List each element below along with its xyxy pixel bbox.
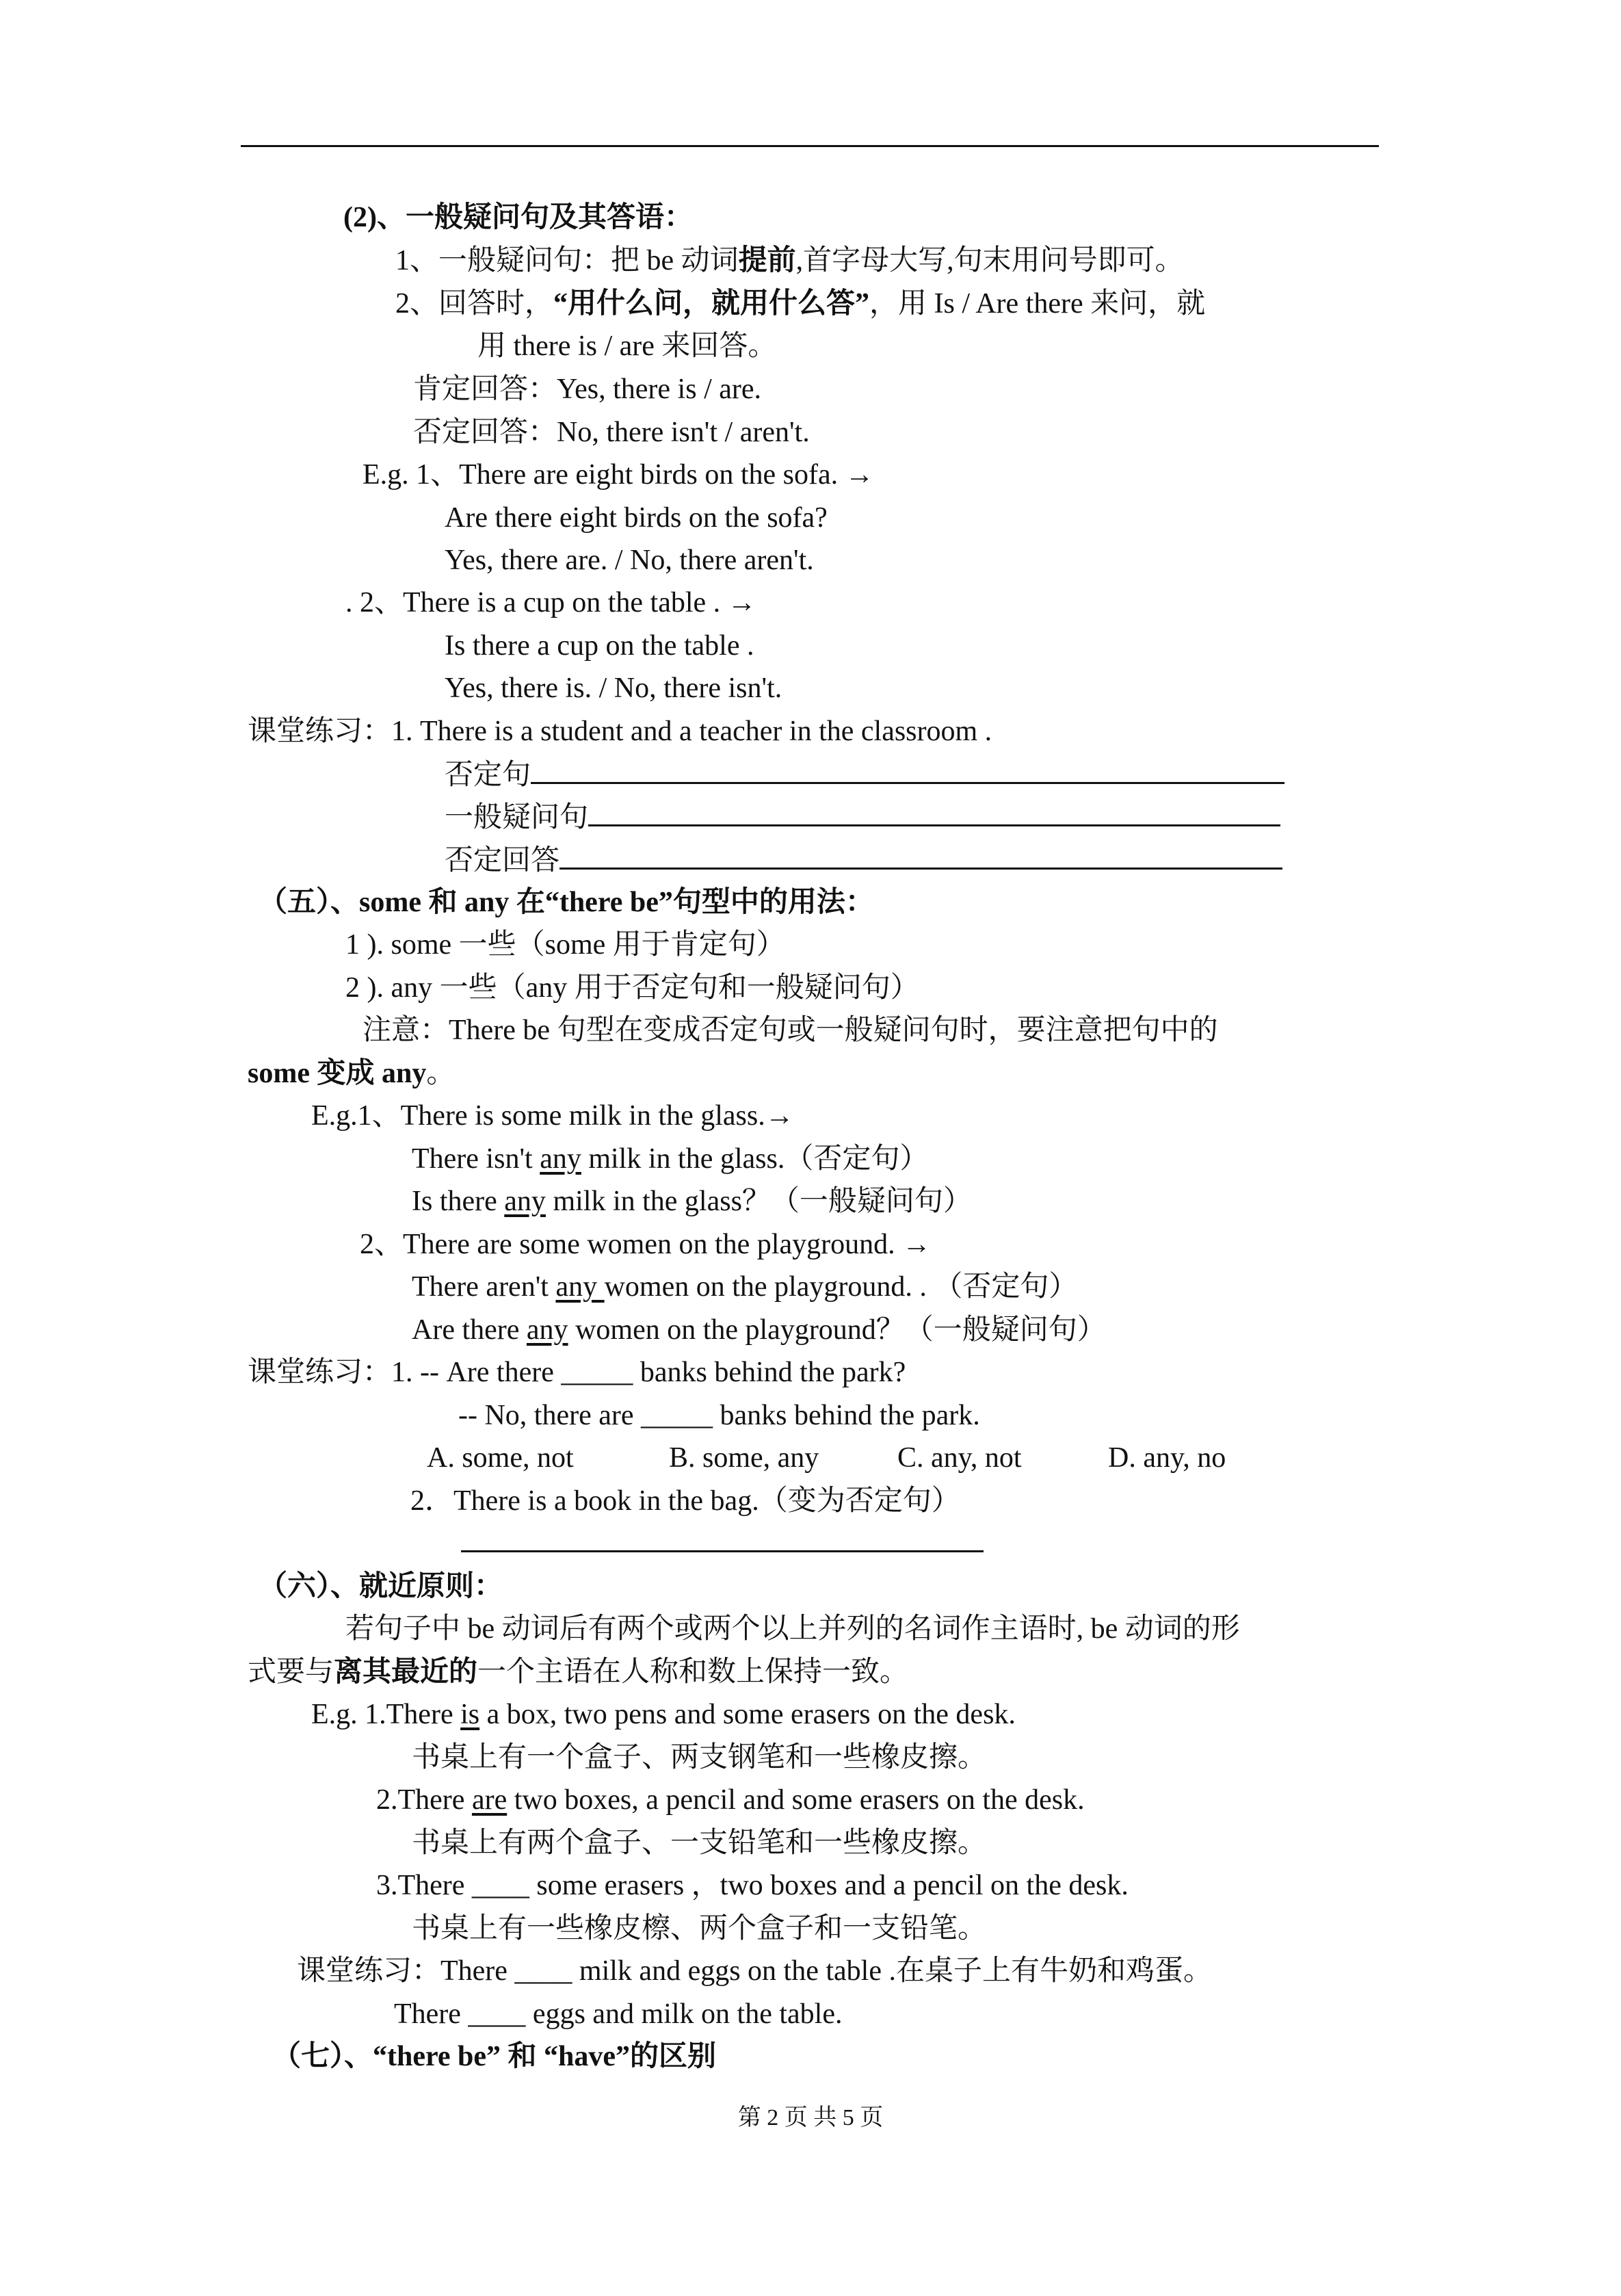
example-line: There isn't any milk in the glass.（否定句） — [412, 1143, 929, 1175]
option-d[interactable]: D. any, no — [1108, 1442, 1226, 1474]
example-line: 2.There are two boxes, a pencil and some erasers on the desk. — [376, 1784, 1085, 1816]
section-heading: （六）、就近原则： — [259, 1571, 503, 1602]
example-line: 3.There ____ some erasers ，two boxes and a pencil on the desk. — [376, 1870, 1129, 1901]
example-line: 2、There are some women on the playground. → — [360, 1229, 932, 1260]
answer-line: 否定回答 — [445, 840, 1282, 880]
example-line: E.g. 1.There is a box, two pens and some erasers on the desk. — [311, 1699, 1016, 1730]
practice-line: 课堂练习：There ____ milk and eggs on the table .在桌子上有牛奶和鸡蛋。 — [297, 1955, 1212, 1987]
example-line: Yes, there are. / No, there aren't. — [445, 545, 814, 576]
example-line: Are there any women on the playground？（一般疑问句） — [412, 1314, 1106, 1346]
answer-blank[interactable] — [559, 840, 1282, 870]
practice-line: 课堂练习：1. There is a student and a teacher in the classroom . — [248, 716, 992, 747]
option-b[interactable]: B. some, any — [669, 1442, 819, 1474]
rule-line: 2、回答时，“用什么问，就用什么答”，用 Is / Are there 来问，就 — [395, 288, 1206, 319]
rule-line: 1、一般疑问句：把 be 动词提前,首字母大写,句末用问号即可。 — [395, 245, 1184, 276]
practice-line: 2．There is a book in the bag.（变为否定句） — [410, 1485, 960, 1517]
option-a[interactable]: A. some, not — [427, 1442, 574, 1474]
answer-blank[interactable] — [531, 755, 1284, 784]
example-line: Is there a cup on the table . — [445, 630, 754, 662]
example-line: Is there any milk in the glass？（一般疑问句） — [412, 1186, 972, 1217]
answer-negative: 否定回答：No, there isn't / aren't. — [413, 417, 810, 448]
example-line: . 2、There is a cup on the table . → — [345, 587, 756, 618]
text-line: 2 ). any 一些（any 用于否定句和一般疑问句） — [345, 972, 919, 1004]
paragraph-line: 若句子中 be 动词后有两个或两个以上并列的名词作主语时, be 动词的形 — [345, 1613, 1240, 1645]
paragraph-line: 式要与离其最近的一个主语在人称和数上保持一致。 — [248, 1656, 909, 1688]
answer-blank[interactable] — [588, 797, 1280, 826]
answer-blank[interactable] — [461, 1523, 984, 1552]
answer-positive: 肯定回答：Yes, there is / are. — [413, 374, 762, 405]
section-heading: (2)、一般疑问句及其答语： — [343, 202, 693, 233]
example-line: E.g.1、There is some milk in the glass.→ — [311, 1100, 794, 1132]
example-line: Yes, there is. / No, there isn't. — [445, 673, 782, 704]
translation-line: 书桌上有一些橡皮檫、两个盒子和一支铅笔。 — [412, 1913, 987, 1944]
example-line: There aren't any women on the playground. . （否定句） — [412, 1271, 1078, 1303]
example-line: Are there eight birds on the sofa? — [445, 502, 828, 534]
practice-line: 课堂练习：1. -- Are there _____ banks behind the park? — [248, 1357, 906, 1388]
answer-line: 否定句 — [445, 755, 1284, 794]
answer-line: 一般疑问句 — [445, 797, 1280, 837]
rule-line: 用 there is / are 来回答。 — [477, 330, 777, 362]
option-c[interactable]: C. any, not — [897, 1442, 1022, 1474]
example-line: E.g. 1、There are eight birds on the sofa. → — [363, 459, 874, 491]
practice-line: -- No, there are _____ banks behind the park. — [458, 1400, 980, 1431]
translation-line: 书桌上有一个盒子、两支钢笔和一些橡皮擦。 — [412, 1742, 987, 1773]
text-line: 1 ). some 一些（some 用于肯定句） — [345, 929, 785, 961]
header-rule — [241, 145, 1379, 147]
page-footer: 第 2 页 共 5 页 — [737, 2105, 884, 2130]
answer-line — [461, 1523, 984, 1563]
note-line: some 变成 any。 — [248, 1058, 456, 1089]
section-heading: （五）、some 和 any 在“there be”句型中的用法： — [259, 887, 874, 918]
practice-line: There ____ eggs and milk on the table. — [394, 1998, 843, 2030]
translation-line: 书桌上有两个盒子、一支铅笔和一些橡皮擦。 — [412, 1827, 987, 1859]
note-line: 注意：There be 句型在变成否定句或一般疑问句时，要注意把句中的 — [363, 1015, 1218, 1046]
section-heading: （七）、“there be” 和 “have”的区别 — [272, 2041, 717, 2072]
